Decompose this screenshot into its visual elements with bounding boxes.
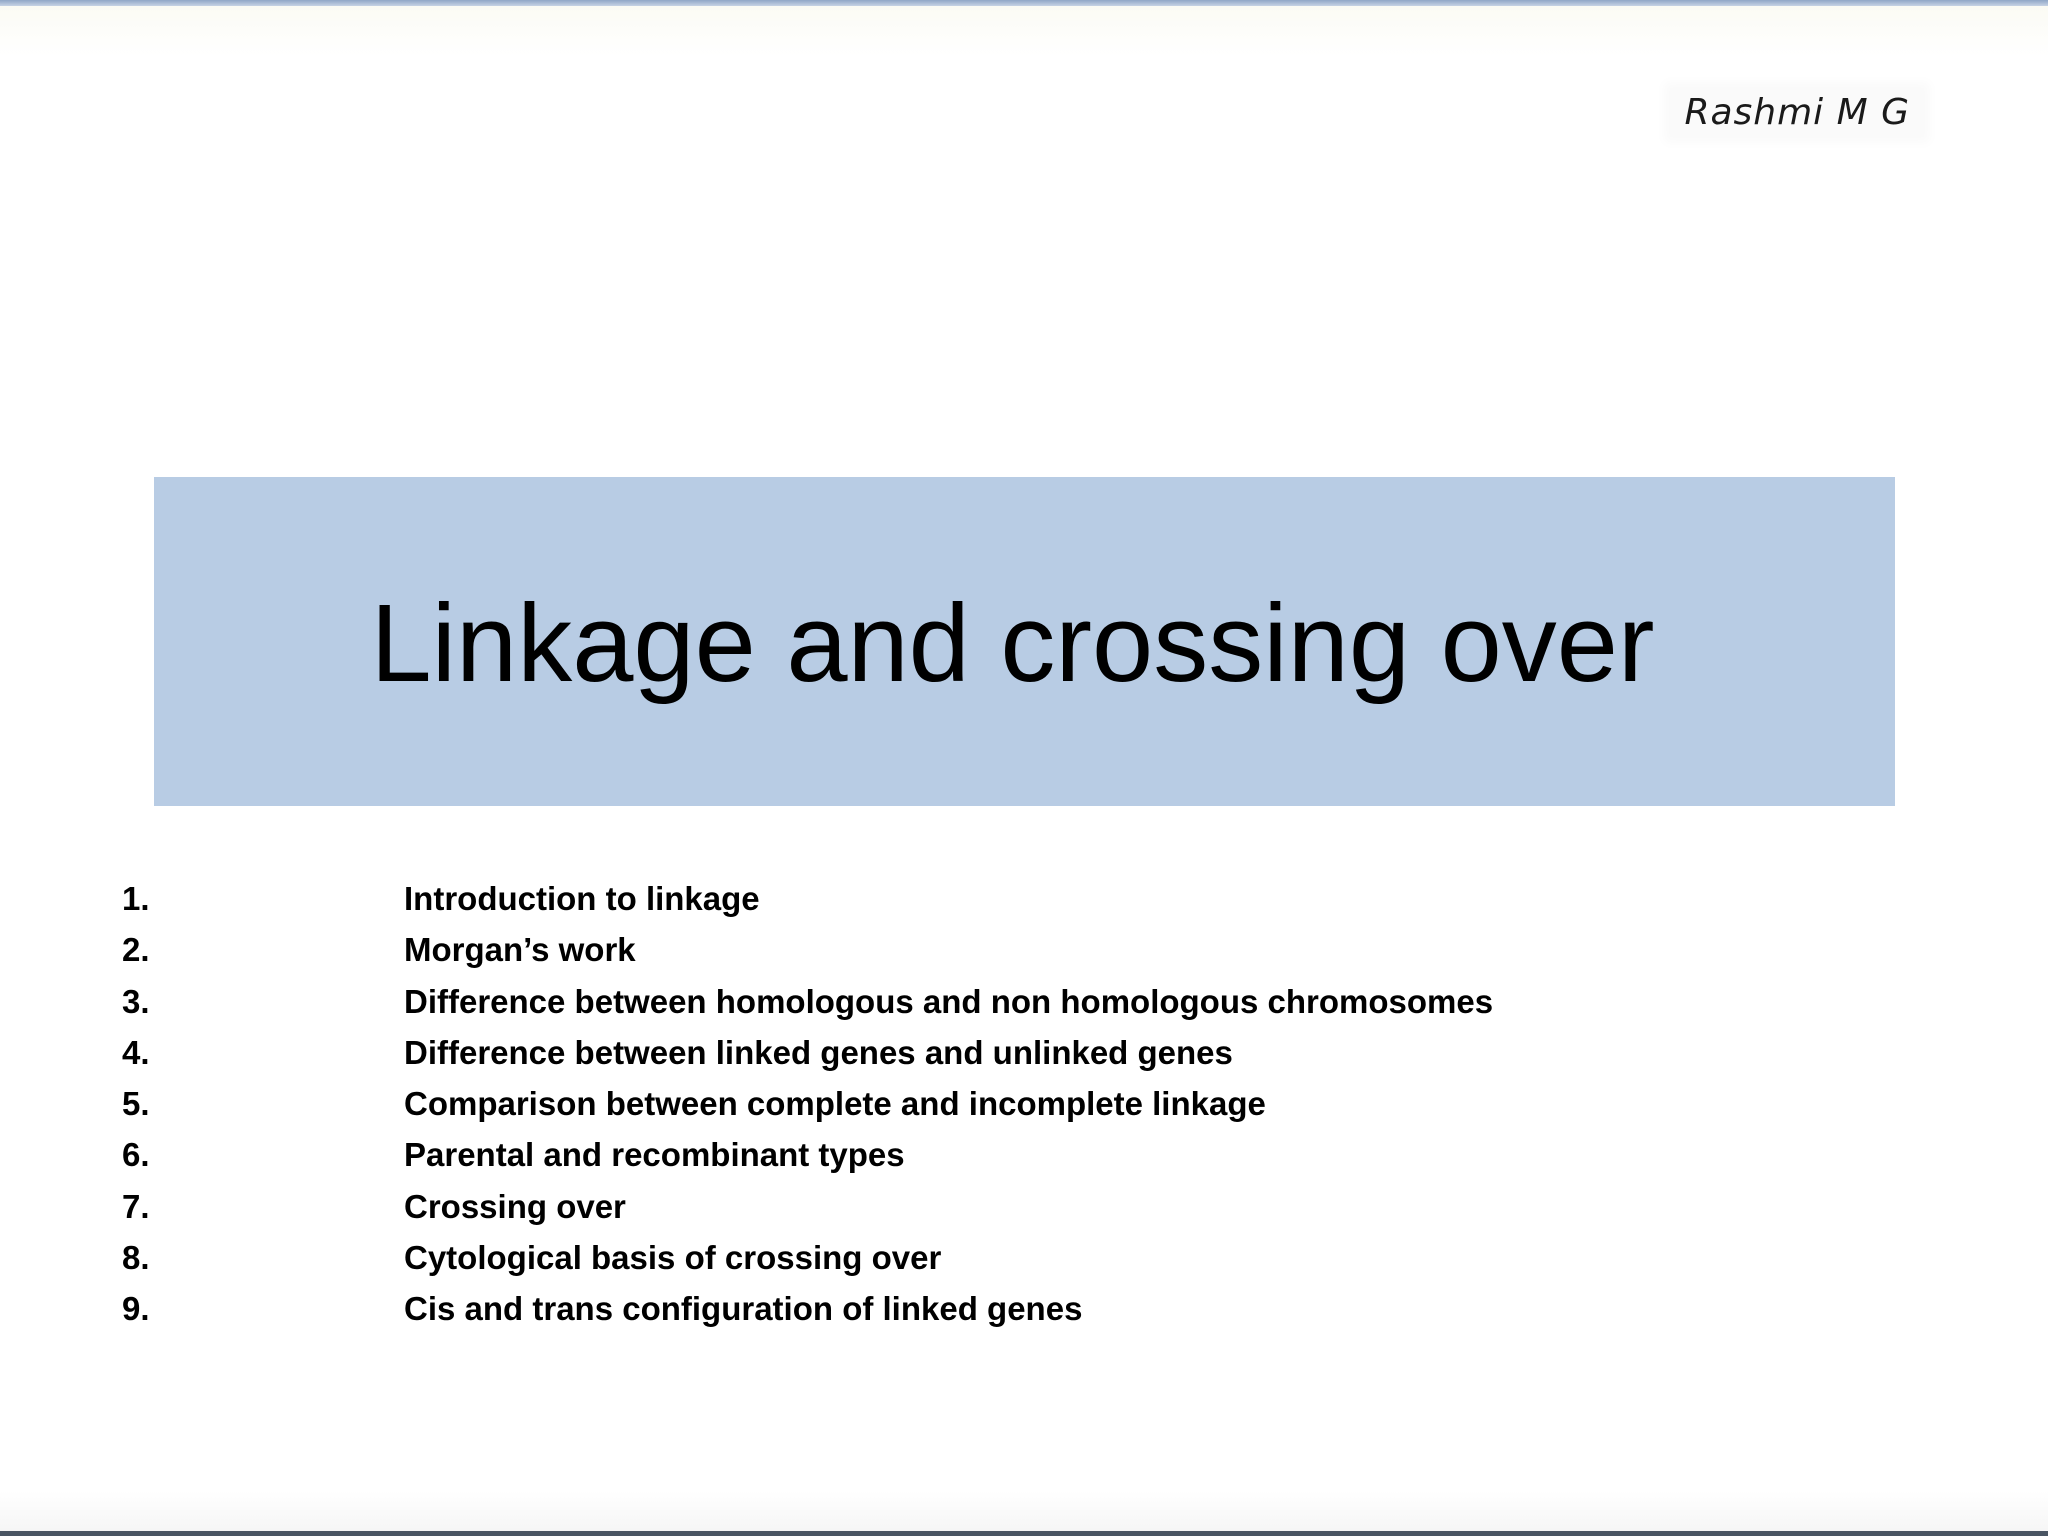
list-item-number: 9.: [122, 1290, 150, 1328]
list-item-text: Crossing over: [404, 1187, 626, 1225]
list-item-number: 6.: [122, 1136, 150, 1174]
list-item-text: Parental and recombinant types: [404, 1136, 905, 1174]
list-item: [110, 1034, 1493, 1085]
list-item: [110, 983, 1493, 1034]
list-item-text: Morgan’s work: [404, 931, 636, 969]
topic-list: [110, 880, 1493, 1342]
list-item: [110, 1290, 1493, 1341]
bottom-fade: [0, 1491, 2048, 1531]
list-item-number: 1.: [122, 880, 150, 917]
list-item-text: Difference between homologous and non homologous chromosomes: [404, 982, 1494, 1020]
list-item-number: 4.: [122, 1033, 150, 1071]
list-item-text: Cis and trans configuration of linked genes: [404, 1290, 1083, 1328]
list-item: [110, 931, 1493, 982]
top-fade: [0, 6, 2048, 56]
list-item: [110, 1188, 1493, 1239]
list-item-number: 8.: [122, 1239, 150, 1277]
title-box: [154, 477, 1895, 806]
slide-title: Linkage and crossing over: [370, 581, 1655, 705]
list-item: [110, 1085, 1493, 1136]
list-item-number: 5.: [122, 1085, 150, 1123]
list-item-text: Difference between linked genes and unlinked genes: [404, 1033, 1233, 1071]
list-item-number: 3.: [122, 982, 150, 1020]
list-item-number: 7.: [122, 1187, 150, 1225]
list-item-text: Cytological basis of crossing over: [404, 1239, 942, 1277]
list-item-text: Introduction to linkage: [404, 880, 760, 917]
author-name: Rashmi M G: [1670, 88, 1924, 137]
list-item: [110, 1136, 1493, 1187]
list-item: [110, 1239, 1493, 1290]
list-item-number: 2.: [122, 931, 150, 969]
bottom-border: [0, 1531, 2048, 1536]
list-item: [110, 880, 1493, 931]
list-item-text: Comparison between complete and incomplete linkage: [404, 1085, 1266, 1123]
